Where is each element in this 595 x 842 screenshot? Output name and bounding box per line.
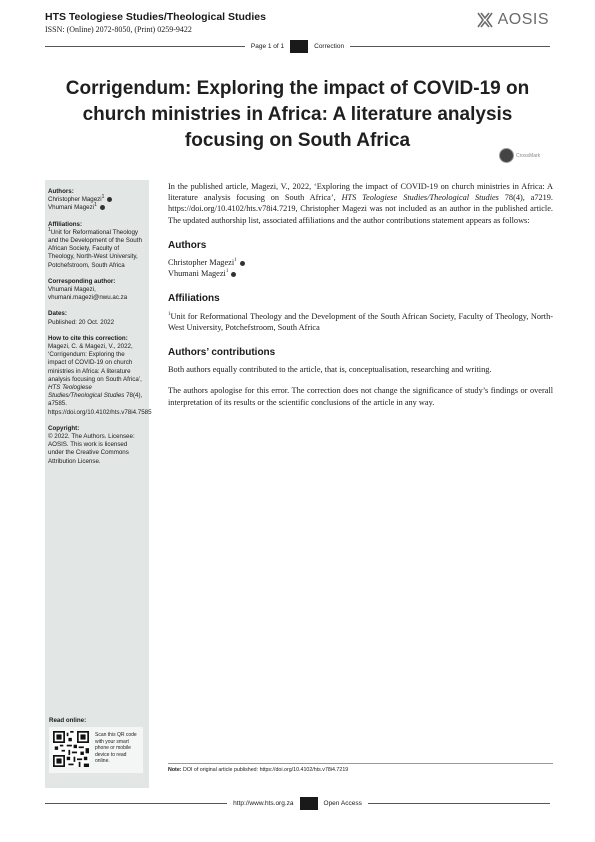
corresponding-name: Vhumani Magezi,: [48, 286, 96, 294]
sidebar-citation: [48, 334, 152, 417]
read-online-label: Read online:: [49, 717, 87, 724]
article-title: Corrigendum: Exploring the impact of COVID-19 on church ministries in Africa: A literature analysis focusing on South Africa: [65, 78, 530, 151]
sidebar-copyright-heading: Copyright:: [48, 424, 80, 432]
intro-paragraph: In the published article, Magezi, V., 2022, ‘Exploring the impact of COVID-19 on church ministries in Africa: A literature analysis focusing on South Africa’, HTS Teologiese Studies/Theological Studies 78(4), a7219. https://doi.org/10.4102/hts.v78i4.7219, Christopher Magezi was not included as an author in the published article. The updated authorship list, associated affiliations and the author contributions statement appears as follows:: [168, 182, 554, 225]
affiliation-text: $^1$Unit for Reformational Theology and the Development of the South African Society, Faculty of Theology, North-West University, Potchefstroom, South Africa: [168, 311, 553, 332]
crossmark-icon: [499, 148, 514, 163]
orcid-icon[interactable]: [107, 197, 112, 202]
authors-heading: Authors: [168, 239, 207, 251]
sidebar-copyright: [48, 425, 144, 466]
sidebar-corresponding: [48, 278, 144, 303]
page-number: Page 1 of 1: [245, 43, 290, 50]
qr-code-icon[interactable]: [53, 731, 89, 767]
sidebar-affiliations-heading: Affiliations:: [48, 220, 83, 228]
page-marker: [290, 40, 308, 53]
orcid-icon[interactable]: [100, 205, 105, 210]
footer-strip: [0, 797, 595, 810]
qr-instructions: Scan this QR code with your smart phone or mobile device to read online.: [95, 732, 137, 764]
note-divider: [168, 763, 553, 764]
orcid-icon[interactable]: [231, 272, 236, 277]
crossmark-badge[interactable]: [499, 148, 540, 163]
doi-note: Note: DOI of original article published: https://doi.org/10.4102/hts.v78i4.7219: [168, 767, 349, 773]
journal-url-link[interactable]: http://www.hts.org.za: [227, 800, 299, 807]
affiliations-heading: Affiliations: [168, 293, 220, 305]
logo-text: AOSIS: [497, 11, 549, 28]
sidebar-affiliations: [48, 221, 144, 270]
issn-line: ISSN: (Online) 2072-8050, (Print) 0259-9422: [45, 25, 192, 34]
sidebar-dates-heading: Dates:: [48, 310, 67, 318]
qr-panel: [49, 727, 143, 773]
contributions-heading: Authors’ contributions: [168, 347, 276, 359]
author-1: Christopher Magezi$^1$: [168, 257, 553, 268]
apology-text: The authors apologise for this error. The correction does not change the significance of study’s findings or overall interpretation of its results or the scientific conclusions of the article in any way.: [168, 386, 553, 407]
page-info-strip: [0, 40, 595, 53]
copyright-text: © 2022. The Authors. Licensee: AOSIS. This work is licensed under the Creative Commons Attribution License.: [48, 433, 135, 465]
corresponding-email[interactable]: vhumani.magezi@nwu.ac.za: [48, 294, 128, 302]
footer-marker: [300, 797, 318, 810]
sidebar-citation-heading: How to cite this correction:: [48, 334, 128, 342]
article-body: [168, 181, 553, 418]
sidebar-dates: [48, 310, 144, 326]
journal-title: HTS Teologiese Studies/Theological Studies: [45, 11, 266, 23]
open-access-label: Open Access: [318, 800, 368, 807]
orcid-icon[interactable]: [240, 261, 245, 266]
sidebar-author-1: Christopher Magezi$^1$: [48, 196, 144, 204]
article-info-sidebar: [45, 180, 152, 788]
publisher-logo[interactable]: [476, 11, 549, 29]
sidebar-affiliation-text: $^1$Unit for Reformational Theology and the Development of the South African Society, Faculty of Theology, North-West University, Potchefstroom, South Africa: [48, 226, 142, 269]
sidebar-corresponding-heading: Corresponding author:: [48, 277, 116, 285]
sidebar-authors-heading: Authors:: [48, 188, 74, 195]
contributions-text: Both authors equally contributed to the article, that is, conceptualisation, researching and writing.: [168, 365, 492, 375]
article-type: Correction: [308, 43, 350, 50]
published-date: Published: 20 Oct. 2022: [48, 318, 115, 326]
aosis-logo-icon: [476, 11, 494, 29]
author-2: Vhumani Magezi$^1$: [168, 268, 553, 279]
citation-text: Magezi, C. & Magezi, V., 2022, ‘Corrigendum: Exploring the impact of COVID-19 on church ministries in Africa: A literature analysis focusing on South Africa’, HTS Teologiese Studies/Theological Studies 78(4), a7585. https://doi.org/10.4102/hts.v78i4.7585: [48, 343, 152, 416]
sidebar-author-2: Vhumani Magezi$^1$: [48, 204, 144, 212]
sidebar-authors: [48, 188, 144, 213]
crossmark-label: CrossMark: [516, 152, 541, 159]
